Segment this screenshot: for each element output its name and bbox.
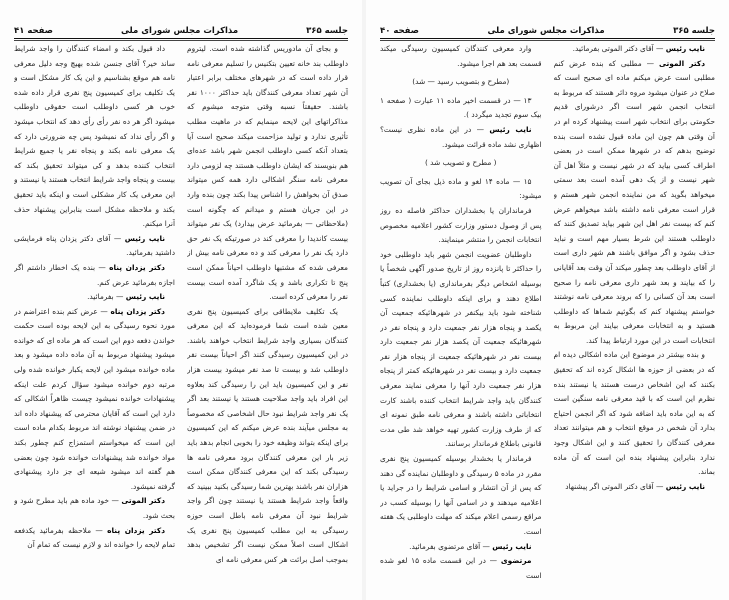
speech-paragraph (380, 540, 542, 555)
speaker-name: دکتر الموتی (658, 58, 705, 68)
left-page-right-column (187, 42, 348, 590)
left-session-number: جلسه ۳۶۵ (306, 26, 348, 36)
speaker-name: نایب رئیس (665, 481, 705, 491)
body-paragraph: وارد معرفی کنندگان کمیسیون رسیدگی میکند قسمت بعد هم اجرا میشود. (380, 44, 542, 68)
speech-paragraph (14, 305, 175, 495)
header-rule-thin (14, 40, 348, 41)
left-page-header (14, 22, 348, 36)
speech-paragraph (14, 524, 175, 553)
speech-paragraph (554, 480, 716, 495)
left-page-left-column (14, 42, 175, 590)
body-paragraph: و بجای آن مادوریس گذاشته شده است. لیتروم داوطلب بند خانه تعیین بتکنیس را تسلیم معرفی نامه قرار داده است که در شهرهای مختلف برابر اعتبار آن شهر تعداد معرفی کنندگان باید حداکثر ۱۰۰۰ نفر باشند. حقیقتاً نسبه وقتی متوجه میشوم که مذاکراتهای این لایحه مینمایم که در ماهیت مطلب تأثیری ندارد و تولید مزاحمت میکند صحیح است آیا بتعداد آنکه کسی داوطلب انجمن شهر باشد عده‌ای هم بنویسند که ایشان داوطلب هستند چه لزومی دارد معرفی نامه سنگر اشکالی دارد همه کس میتواند صدق آن بخواهش را اشناس پیدا بکند چون بنده وارد در این جریان هستم و میدانم که چگونه است (ملاحظاتی — بفرمائید عرض بیدارد) یک نفر میتواند بیست کاندیدا را معرفی کند در صورتیکه یک نفر حق دارد یک نفر را معرفی کند و ده معرفی نامه بیش از معرفی شده که مشتبها داوطلب احیاناً ممکن است پنج تا تکراری باشد و یک شاگرد آمده است بیست نفر را معرفی کرده است. (187, 44, 348, 302)
header-rule (380, 38, 715, 39)
speech-paragraph (554, 42, 716, 57)
speaker-name: نایب رئیس (492, 541, 532, 551)
right-page-number: صفحه ۴۰ (380, 26, 419, 36)
speaker-name: دکتر یزدان پناه (109, 262, 165, 272)
right-session-number: جلسه ۳۶۵ (673, 26, 715, 36)
speech-paragraph (554, 57, 716, 349)
body-paragraph: ۱۵ — ماده ۱۴ لغو و ماده ذیل بجای آن تصویب میشود: (380, 176, 542, 201)
right-page-columns (380, 42, 715, 590)
speaker-name: نایب رئیس (124, 233, 166, 243)
speech-text: — بنده یک اخطار داشتم اگر اجازه بفرمائید عرض کنم. (14, 262, 175, 287)
header-rule-thin (380, 40, 715, 41)
speech-paragraph (14, 232, 175, 261)
speech-text: — آقای دکتر الموتی اگر پیشنهاد (565, 481, 664, 491)
right-page-header (380, 22, 715, 36)
header-rule (14, 38, 348, 39)
speech-text: — خود ماده هم باید مطرح شود و بحث شود. (14, 496, 175, 520)
body-paragraph: فرماندار یا بخشدار بوسیله کمیسیون پنج نفری مقرر در ماده ۵ رسیدگی و داوطلبان نماینده گی دهند که پس از آن انتشار و اسامی شرایط را در جراید یا اعلامیه میدهند و در اسامی آنها را بوسیله کسب در مراقع رسمی اعلام میکند که مهلت داوطلبی یک هفته است. (380, 454, 542, 536)
speaker-name: دکتر یزدان پناه (110, 306, 165, 316)
vote-result-note: (مطرح و بتصویب رسید — شد) (412, 77, 510, 87)
body-paragraph: داد قبول بکند و امضاء کنندگان را واجد شرایط ساند خیر؟ آقای جنسن شده بهیچ وجه دلیل معرفی نامه هم موقع بشناسیم و این یک کار مشکل است و یک تکلیف برای کمیسیون پنج نفری قرار داده شده خوب هر کسی داوطلب است حقوقی داوطلب میشود اگر هر ده نفر رأی رأی دهد که انتخاب میشود و اگر رأی نداد که نمیشود پس چه ضرورتی دارد که یک معرفی نامه بکند و پنجاه نفر یا جمیع شرایط انتخاب کننده بدهد و کی میتواند تحقیق بکند که بیست و پنجاه واجد شرایط انتخاب هستند یا نیستند و این معرفی یک کار مشکلی است و اینکه باید تحقیق بکند و ملاحظه مشکل است بنابراین پیشنهاد حذف آنرا میکنم. (14, 44, 175, 229)
body-paragraph: داوطلبان عضویت انجمن شهر باید داوطلبی خود را حداکثر تا پانزده روز از تاریخ صدور آگهی شخصاً یا بوسیله اشخاص دیگر بفرمانداری (یا بخشداری) کتباً اطلاع دهند و برای اینکه داوطلب نماینده کسی شناخته شود باید بیکنفر در شهرهائیکه جمعیت آن یکصد و پنجاه هزار نفر جمعیت دارد و پنجاه نفر در شهرهائیکه جمعیت آن یکصد هزار نفر جمعیت دارد بیست نفر در شهرهائیکه جمعیت از پنجاه هزار نفر جمعیت دارد و بیست نفر در شهرهائیکه کمتر از پنجاه هزار نفر جمعیت دارد آنها را معرفی نمایند معرفی کنندگان باید واجد شرایط انتخاب کننده باشند کارت انتخاباتی داشته باشند و معرفی نامه طبق نمونه ای که از طرف وزارت کشور تهیه خواهد شد طی مدت قانونی باطلاع فرماندار برسانند. (380, 249, 542, 449)
speech-text: — عرض کنم بنده اعتراضم در مورد نحوه رسیدگی به این لایحه بوده است حکمت خواندن دفعه دوم این است که هر ماده ای که خوانده میشود پیشنهاد مربوط به آن ماده داده میشود و بعد ماده خوانده میشود این لایحه یکبار خوانده شده ولی مرتبه دوم خوانده میشود سؤال کردم علت اینکه پیشنهادات خوانده نمیشود چیست ظاهراً اشکالی که دارد این است که آقایان محترمی که پیشنهاد داده اند در ضمن پیشنهاد نوشته اند مربوط بکدام ماده است این است که میخواستم استمزاج کنم چطور بکند مواد خوانده شد پیشنهادات خوانده شود چون بعضی هم گفته اند میشود شیعه ای جز دارد پیشنهادی گرفته نمیشود. (14, 306, 175, 491)
speaker-name: نایب رئیس (489, 124, 532, 134)
speaker-name: دکتر یزدان پناه (107, 525, 165, 535)
speaker-name: نایب رئیس (665, 44, 705, 53)
speech-paragraph (14, 261, 175, 290)
speaker-name: نایب رئیس (125, 292, 165, 302)
speech-text: — ملاحظه بفرمائید یکدفعه تمام لایحه را خوانده اند و لازم نیست که تمام آن (14, 525, 175, 550)
vote-result-note: ( مطرح و تصویب شد ) (424, 158, 497, 168)
left-page-columns (14, 42, 348, 590)
speech-text: — آقای دکتر الموتی بفرمائید. (572, 44, 664, 53)
left-header-title: مذاکرات مجلس شورای ملی (120, 26, 239, 36)
speech-paragraph (14, 494, 175, 523)
speech-text: — مطلبی که بنده عرض کنم مطلبی است عرض میکنم ماده ای صحیح است که صلاح در عنوان میشود مروه دائر هستند که مربوط به انتخاب انجمن شهر است اگر درشورای قدیم حکومتی برای انتخاب شهر است پیشنهاد کرده ام در آن وقتی هم چون این ماده قبول نشده است بنده توضیح بدهم که در شهرها ممکن است در بعضی اطراف کسی بیاید که در شهر نیست و مثلاً اهل آن شهر نیست و از یک دهی آمده است بعد سمتی میخواهد بگوید که من نماینده انجمن شهر هستم و قرار است معرفی نامه داشته باشد میخواهم عرض کنم که بیست نفر اهل این شهر بیاید تصدیق کنند که داوطلب هستند این شرط بسیار مهم است و نباید حذف بشود و اگر موافق باشند هم شهر داری است از آقای داوطلب بعد چطور میکند آن وقت بعد آقایانی را که بیایند و بعد شهر داری معرفی نامه را صحیح است بعد آن کسانی را که بروند معرفی نامه نوشتند خواستم پیشنهاد کنم که بگوئیم شماها که داوطلب هستید و به انتخابات معرفی بیایند این مربوط به انتخابات است در این مورد ارتباط پیدا کند. (553, 58, 715, 345)
speech-text: — بفرمائید. (87, 292, 124, 302)
speech-text: — آقای دکتر یزدان پناه فرمایشی داشتید بفرمائید. (14, 233, 175, 258)
left-page-number: صفحه ۴۱ (14, 26, 53, 36)
speech-text: — در این قسمت ماده ۱۵ لغو شده است (380, 556, 542, 580)
speech-paragraph (380, 123, 542, 152)
speech-text: — در این ماده نظری نیست؟ اظهاری نشد ماده قرائت میشود. (380, 124, 542, 149)
body-paragraph: فرمانداران یا بخشداران حداکثر فاصله ده روز پس از وصول دستور وزارت کشور اعلامیه مخصوص انتخابات انجمن را منتشر مینمایند. (380, 205, 542, 245)
right-page-left-column (380, 42, 542, 590)
body-paragraph: ۱۳ — در قسمت اخیر ماده ۱۱ عبارت ( صفحه ۱ بیک سوم تجدید میگردد ). (380, 95, 542, 120)
speech-paragraph (380, 554, 542, 583)
left-page (0, 0, 362, 600)
body-paragraph: و بنده بیشتر در موضوع این ماده اشکالی دیده ام که در بعضی از حوزه ها اشکال کرده اند که تحقیق بکنند که این اشخاص درست هستند یا نیستند بنده نظرم این است که با قید معرفی نامه سنگین است که به این ماده باید اضافه شود که اگر انجمن احتیاج بدارد آن شخص در موقع انتخاب و هم میتوانند تعداد معرفی کنندگان را تحقیق کنند و این اشکال وجود ندارد بنابراین پیشنهاد بنده این است که آن ماده بماند. (553, 350, 715, 477)
right-header-title: مذاکرات مجلس شورای ملی (487, 26, 605, 36)
speaker-name: مرتضوی (500, 556, 532, 566)
speaker-name: دکتر الموتی (121, 496, 165, 506)
body-paragraph: یک تکلیف ملایطاقی برای کمیسیون پنج نفری معین شده است شما فرموده‌اید که این معرفی کنندگان بسیاری واجد شرایط انتخاب خواهند باشند. در این کمیسیون رسیدگی کنند اگر احیاناً بیست نفر داوطلب شد و بیست تا صد نفر میشود بیست هزار نفر و این کمیسیون باید این را رسیدگی کند بعلاوه این افراد باید واجد صلاحیت هستند یا نیستند بعد اگر یک نفر واجد شرایط نبود حال اشخاصی که مخصوصاً به مجلس میآیند بنده عرض میکنم که این کمیسیون برای اینکه بتواند وظیفه خود را بخوبی انجام بدهد باید زیر بار این معرفی کنندگان برود معرفی نامه ها رسیدگی بکند که این معرفی کنندگان ممکن است هزاران نفر باشند بهترین شما رسیدگی بکنید ببینید که واقعاً واجد شرایط هستند یا نیستند چون اگر واجد شرایط نبود آن معرفی نامه باطل است حوزه رسیدگی به این مطلب کمیسیون پنج نفری یک اشکال است اصلاً ممکن نیست اگر تشخیص بدهد بموجب اصل برائت هر کس معرفی نامه ای (187, 306, 348, 564)
speech-paragraph (14, 290, 175, 305)
right-page-right-column (554, 42, 716, 590)
speech-text: — آقای مرتضوی بفرمائید. (409, 541, 490, 551)
right-page (366, 0, 729, 600)
